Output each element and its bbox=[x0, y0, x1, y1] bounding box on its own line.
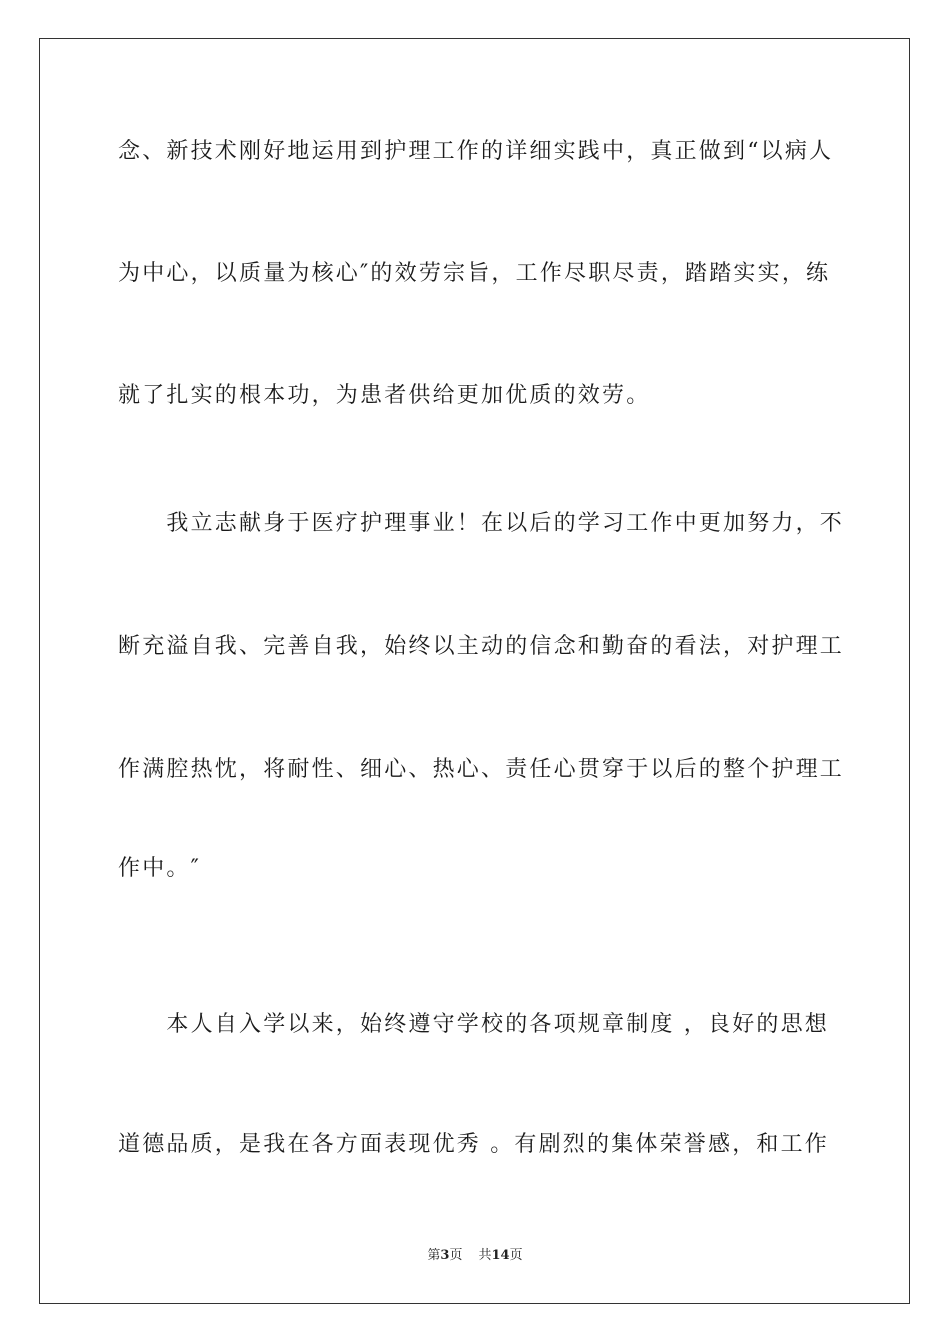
page-border bbox=[39, 38, 910, 1304]
text-line: 我立志献身于医疗护理事业！在以后的学习工作中更加努力，不 bbox=[118, 511, 845, 536]
total-suffix: 页 bbox=[509, 1248, 523, 1263]
text-line: 道德品质，是我在各方面表现优秀 。有剧烈的集体荣誉感，和工作 bbox=[118, 1132, 829, 1157]
text-line: 本人自入学以来，始终遵守学校的各项规章制度 ，良好的思想 bbox=[118, 1012, 829, 1037]
text-line: 念、新技术刚好地运用到护理工作的详细实践中，真正做到“以病人 bbox=[118, 139, 834, 164]
page-suffix: 页 bbox=[449, 1248, 463, 1263]
page-number: 3 bbox=[440, 1248, 450, 1263]
text-line: 作中。″ bbox=[118, 856, 202, 881]
text-line: 为中心，以质量为核心″的效劳宗旨，工作尽职尽责，踏踏实实，练 bbox=[118, 261, 831, 286]
text-line: 就了扎实的根本功，为患者供给更加优质的效劳。 bbox=[118, 383, 651, 408]
total-pages: 14 bbox=[491, 1248, 510, 1263]
page-prefix: 第 bbox=[427, 1248, 441, 1263]
page-footer bbox=[0, 1247, 950, 1265]
text-line: 断充溢自我、完善自我，始终以主动的信念和勤奋的看法，对护理工 bbox=[118, 634, 845, 659]
text-line: 作满腔热忱，将耐性、细心、热心、责任心贯穿于以后的整个护理工 bbox=[118, 757, 845, 782]
total-prefix: 共 bbox=[478, 1248, 492, 1263]
